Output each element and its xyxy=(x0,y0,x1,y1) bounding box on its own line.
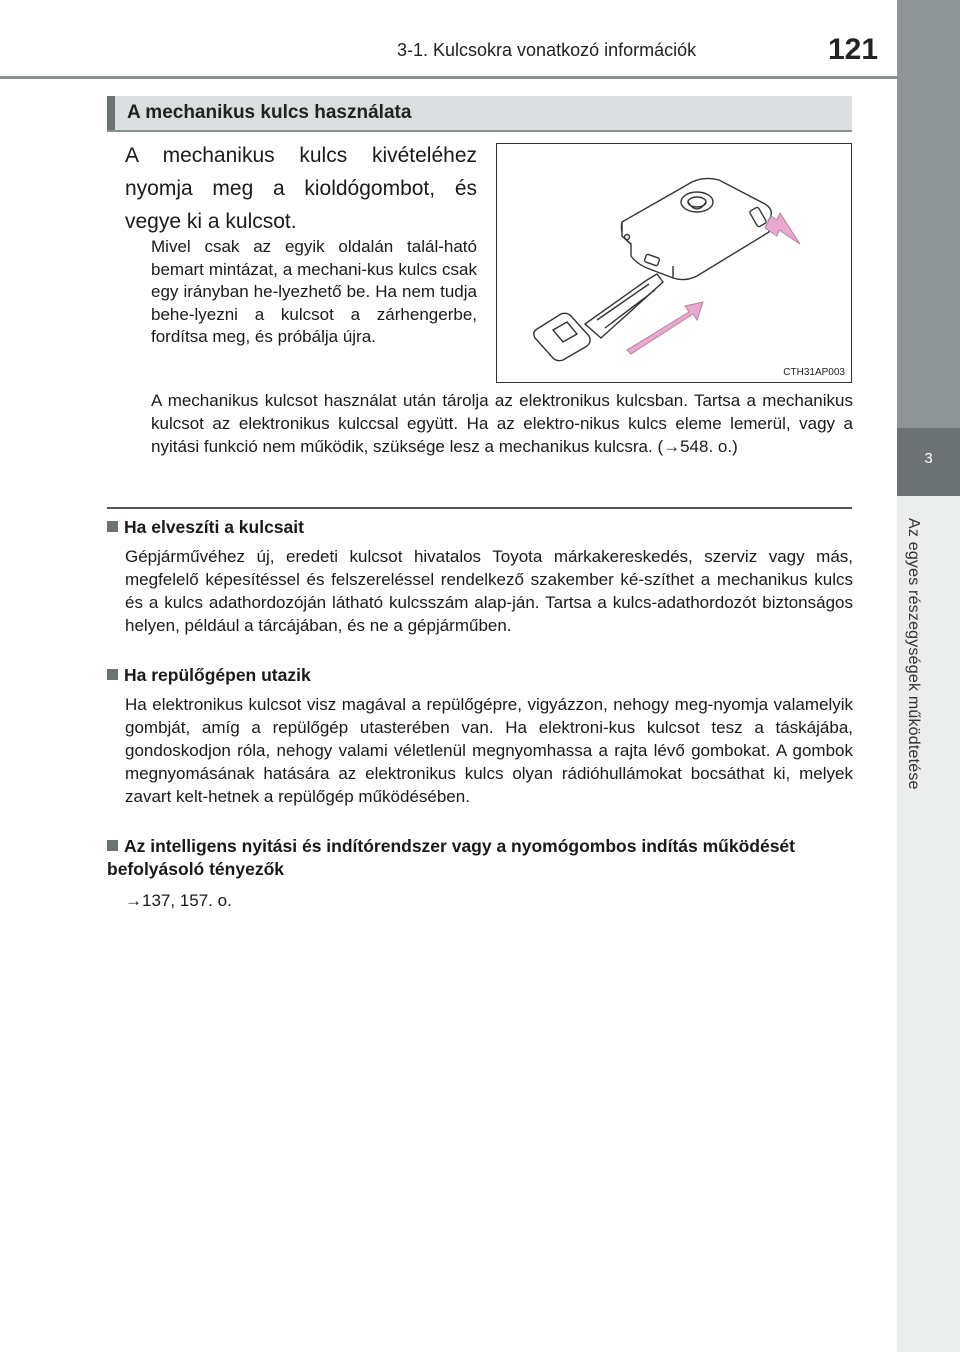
subsection-body-airplane: Ha elektronikus kulcsot visz magával a repülőgépre, vigyázzon, nehogy meg-nyomja valamelyik gombját, amíg a repülőgép utasterében van. Ha elektroni-kus kulcsot tesz a táskájába, gondoskodjon róla, nehogy valami véletlenül megnyomhassa a rajta lévő gombokat. A gombok megnyomásának hatására az elektronikus kulcs olyan rádióhullámokat bocsáthat ki, melyek zavart kelt-hetnek a repülőgép működésében. xyxy=(125,695,853,806)
section-note-text: Mivel csak az egyik oldalán talál-ható bemart mintázat, a mechani-kus kulcs csak egy irányban he-lyezhető be. Ha nem tudja behe-lyezni a kulcsot a zárhengerbe, fordítsa meg, és próbálja újra. xyxy=(151,237,477,346)
subsection-heading-airplane xyxy=(107,664,853,687)
subsection-heading-text: Az intelligens nyitási és indítórendszer vagy a nyomógombos indítás működését befolyásoló tényezők xyxy=(107,836,795,879)
subsection-heading-smart-entry xyxy=(107,835,853,881)
key-illustration xyxy=(496,143,852,383)
key-fob-drawing xyxy=(621,178,771,279)
subsection-heading-text: Ha elveszíti a kulcsait xyxy=(124,517,304,537)
section-divider xyxy=(107,507,852,509)
bullet-square-icon xyxy=(107,521,118,532)
subsection-body-smart-entry: →137, 157. o. xyxy=(125,891,232,910)
bullet-square-icon xyxy=(107,669,118,680)
bullet-square-icon xyxy=(107,840,118,851)
subsection-body-lost-keys: Gépjárművéhez új, eredeti kulcsot hivatalos Toyota márkakereskedés, szerviz vagy más, megfelelő képesítéssel és felszereléssel rendelkező szakember ké-szíthet a mechanikus kulcs és a kulcs adathordozóján látható kulcsszám alap-ján. Tartsa a kulcs-adathordozót biztonságos helyen, például a tárcájában, és ne a gépjárműben. xyxy=(125,547,853,635)
mechanical-key-drawing xyxy=(534,274,663,361)
header-rule xyxy=(0,76,960,79)
section-title-marker xyxy=(107,96,115,130)
section-paragraph: A mechanikus kulcsot használat után tárolja az elektronikus kulcsban. Tartsa a mechanikus kulcsot az elektronikus kulccsal együtt. Ha az elektro-nikus kulcs eleme lemerül, vagy a nyitási funkció nem működik, szüksége lesz a mechanikus kulcsra. (→548. o.) xyxy=(151,391,853,456)
section-title-bar xyxy=(107,96,852,132)
side-tab-chapter-number: 3 xyxy=(924,450,933,467)
key-illustration-drawing xyxy=(497,144,851,382)
running-header-title: 3-1. Kulcsokra vonatkozó információk xyxy=(397,40,697,60)
side-tab-upper xyxy=(897,0,960,428)
side-tab-chapter-title: Az egyes részegységek működtetése xyxy=(905,518,922,790)
subsection-heading-lost-keys xyxy=(107,516,853,539)
section-lead-text: A mechanikus kulcs kivételéhez nyomja meg a kioldógombot, és vegye ki a kulcsot. xyxy=(125,144,477,233)
section-title: A mechanikus kulcs használata xyxy=(127,102,412,123)
subsection-heading-text: Ha repülőgépen utazik xyxy=(124,665,311,685)
page-number: 121 xyxy=(828,33,879,66)
figure-code: CTH31AP003 xyxy=(783,367,845,378)
